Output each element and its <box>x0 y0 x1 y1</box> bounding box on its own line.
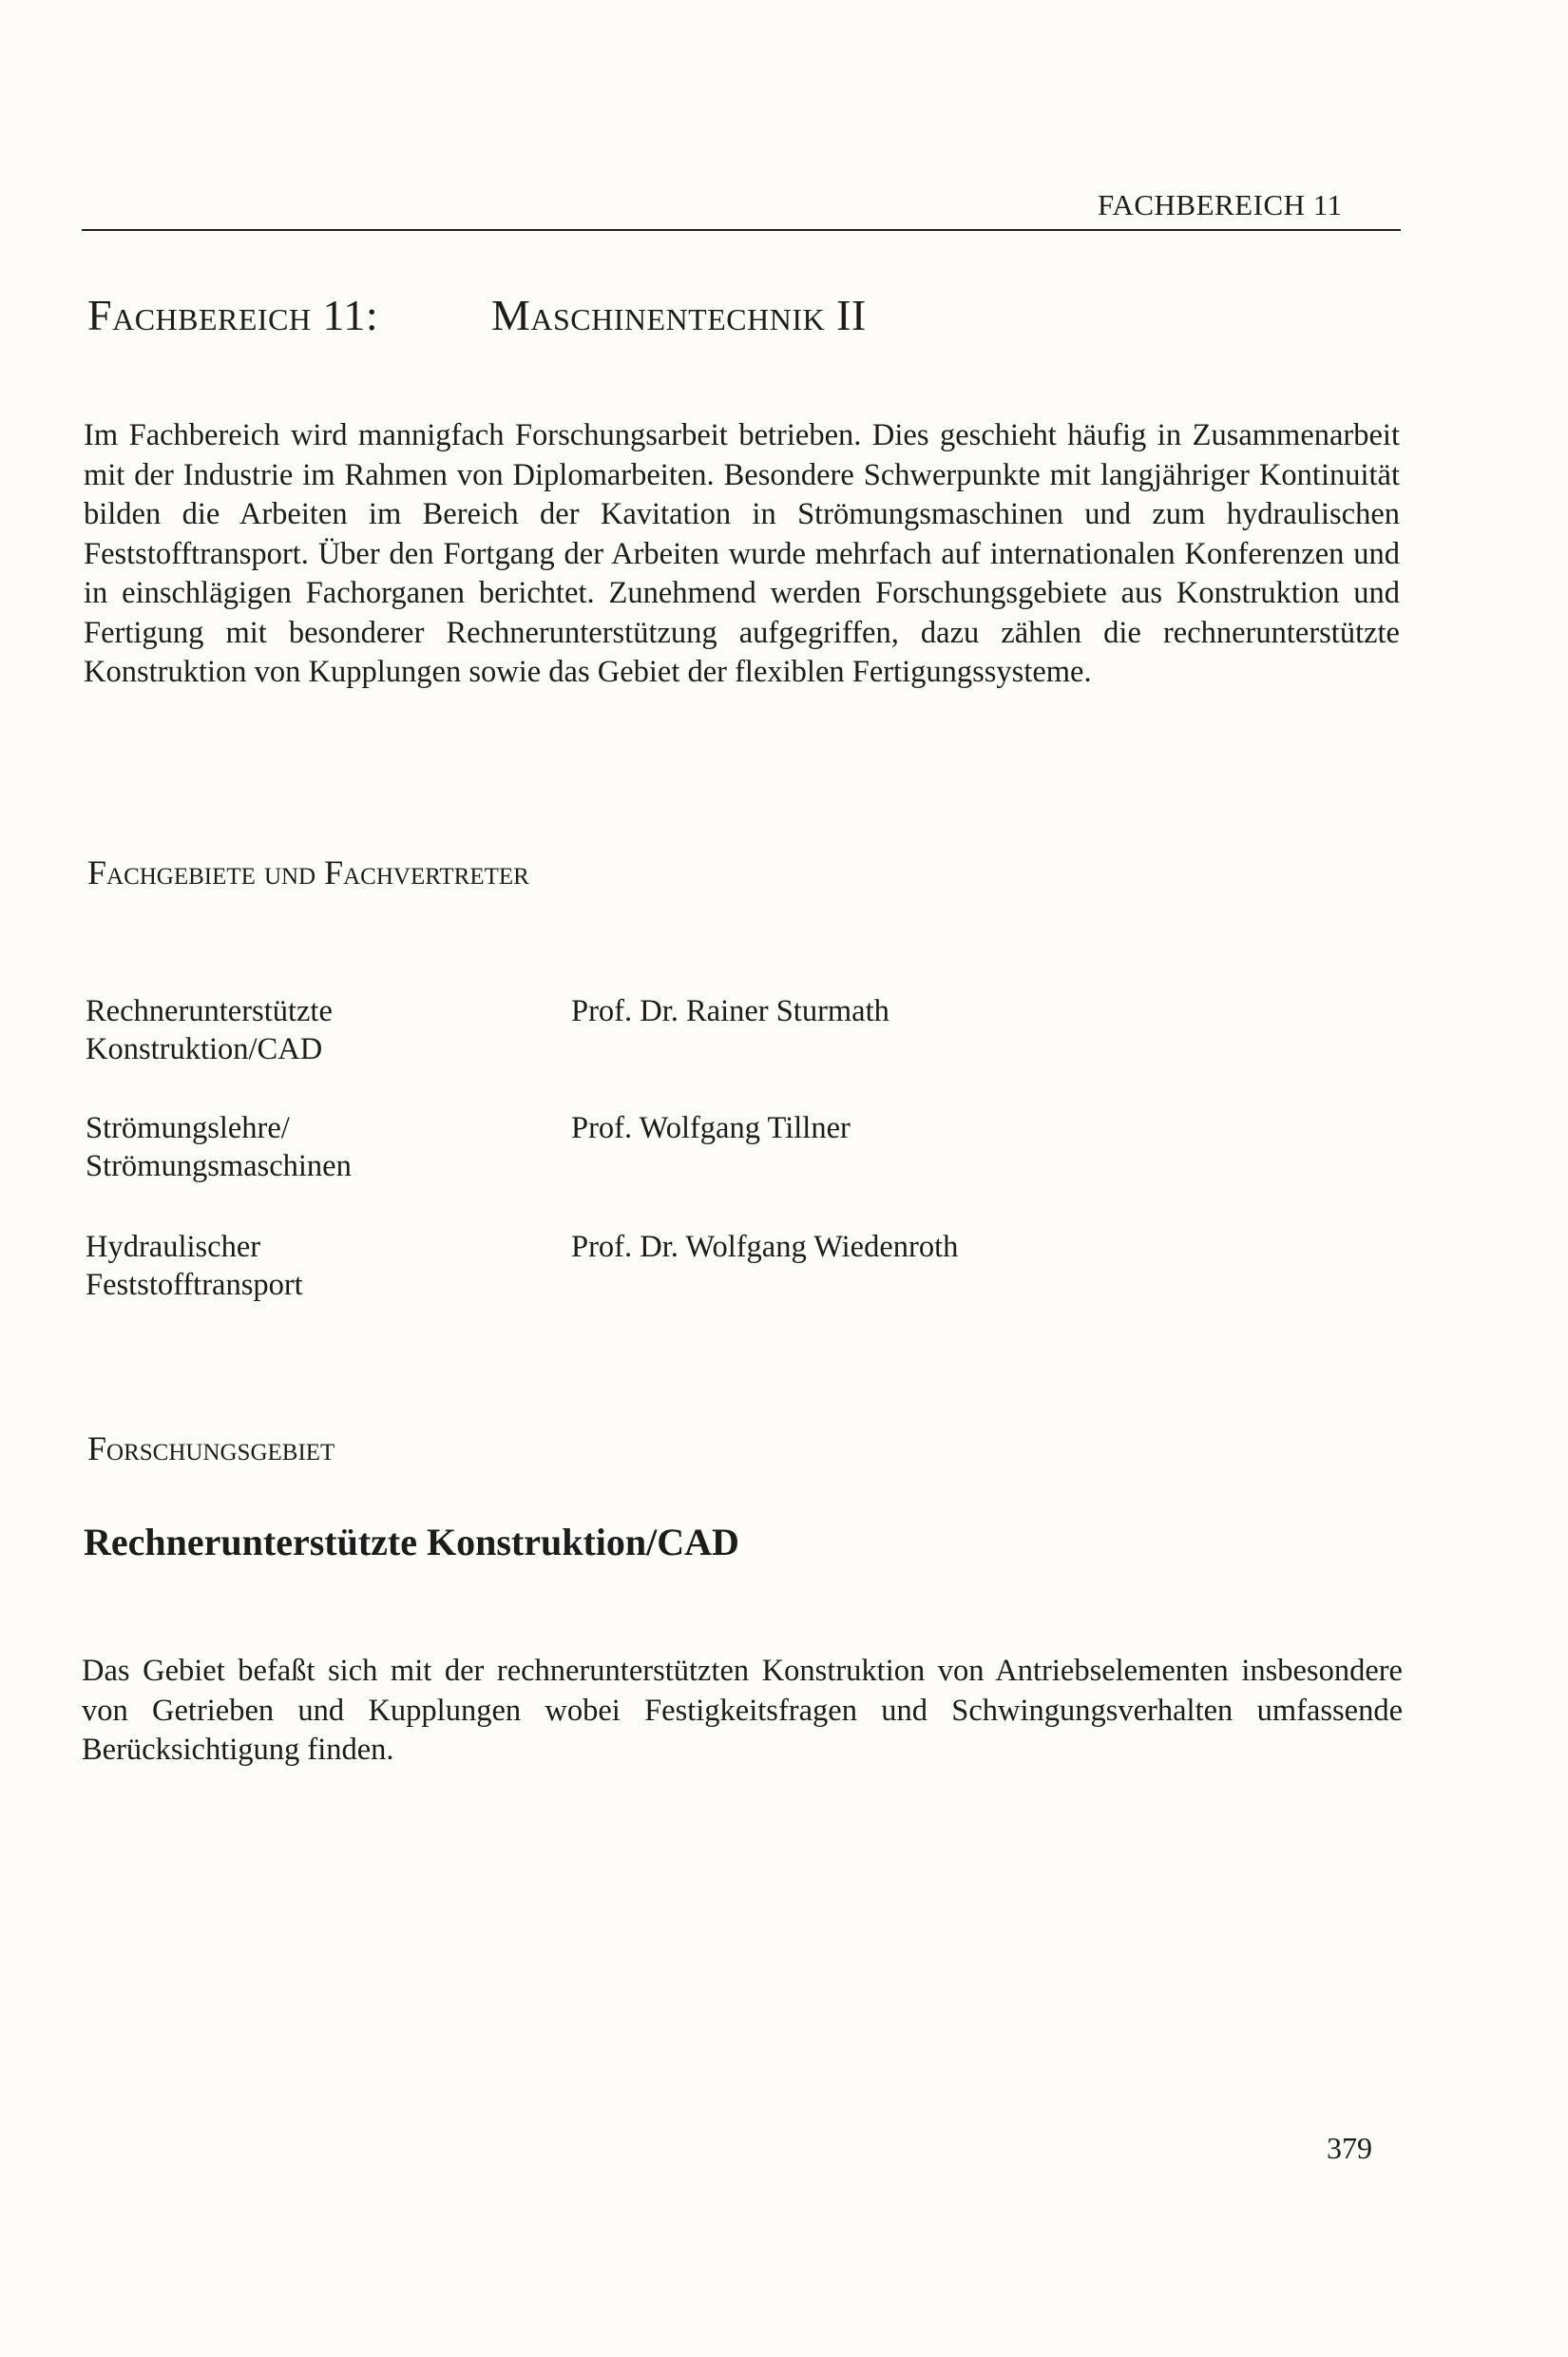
staff-field-line1: Hydraulischer <box>86 1230 261 1264</box>
staff-person: Prof. Wolfgang Tillner <box>571 1111 851 1145</box>
staff-field-line2: Feststofftransport <box>86 1268 303 1302</box>
title-department: Fachbereich 11: <box>87 291 379 339</box>
topic-title: Rechnerunterstützte Konstruktion/CAD <box>84 1521 739 1563</box>
staff-field-line2: Strömungsmaschinen <box>86 1149 352 1183</box>
topic-paragraph: Das Gebiet befaßt sich mit der rechnerunterstützten Konstruktion von Antriebselementen insbesondere von Getrieben und Kupplungen wobei Festigkeitsfragen und Schwingungsverhalten umfassende Berücksichtigung finden. <box>82 1654 1403 1767</box>
staff-person: Prof. Dr. Rainer Sturmath <box>571 994 889 1028</box>
header-rule <box>82 229 1401 231</box>
research-heading: Forschungsgebiet <box>87 1429 335 1467</box>
staff-field <box>86 1228 561 1304</box>
title-name: Maschinentechnik II <box>491 291 867 339</box>
staff-person: Prof. Dr. Wolfgang Wiedenroth <box>571 1230 959 1264</box>
staff-field <box>86 1109 561 1185</box>
page-title <box>87 290 867 340</box>
intro-paragraph: Im Fachbereich wird mannigfach Forschungsarbeit betrieben. Dies geschieht häufig in Zusammenarbeit mit der Industrie im Rahmen von Diplomarbeiten. Besondere Schwerpunkte mit langjähriger Kontinuität bilden die Arbeiten im Bereich der Kavitation in Strömungsmaschinen und zum hydraulischen Feststofftransport. Über den Fortgang der Arbeiten wurde mehrfach auf internationalen Konferenzen und in einschlägigen Fachorganen berichtet. Zunehmend werden Forschungsgebiete aus Konstruktion und Fertigung mit besonderer Rechnerunterstützung aufgegriffen, dazu zählen die rechnerunterstützte Konstruktion von Kupplungen sowie das Gebiet der flexiblen Fertigungssysteme. <box>84 418 1400 689</box>
staff-field-line2: Konstruktion/CAD <box>86 1032 323 1066</box>
running-head: FACHBEREICH 11 <box>1098 188 1343 221</box>
staff-heading: Fachgebiete und Fachvertreter <box>87 853 529 891</box>
staff-field-line1: Strömungslehre/ <box>86 1111 290 1145</box>
staff-field <box>86 992 561 1068</box>
page-number: 379 <box>1327 2131 1372 2165</box>
staff-field-line1: Rechnerunterstützte <box>86 994 333 1028</box>
